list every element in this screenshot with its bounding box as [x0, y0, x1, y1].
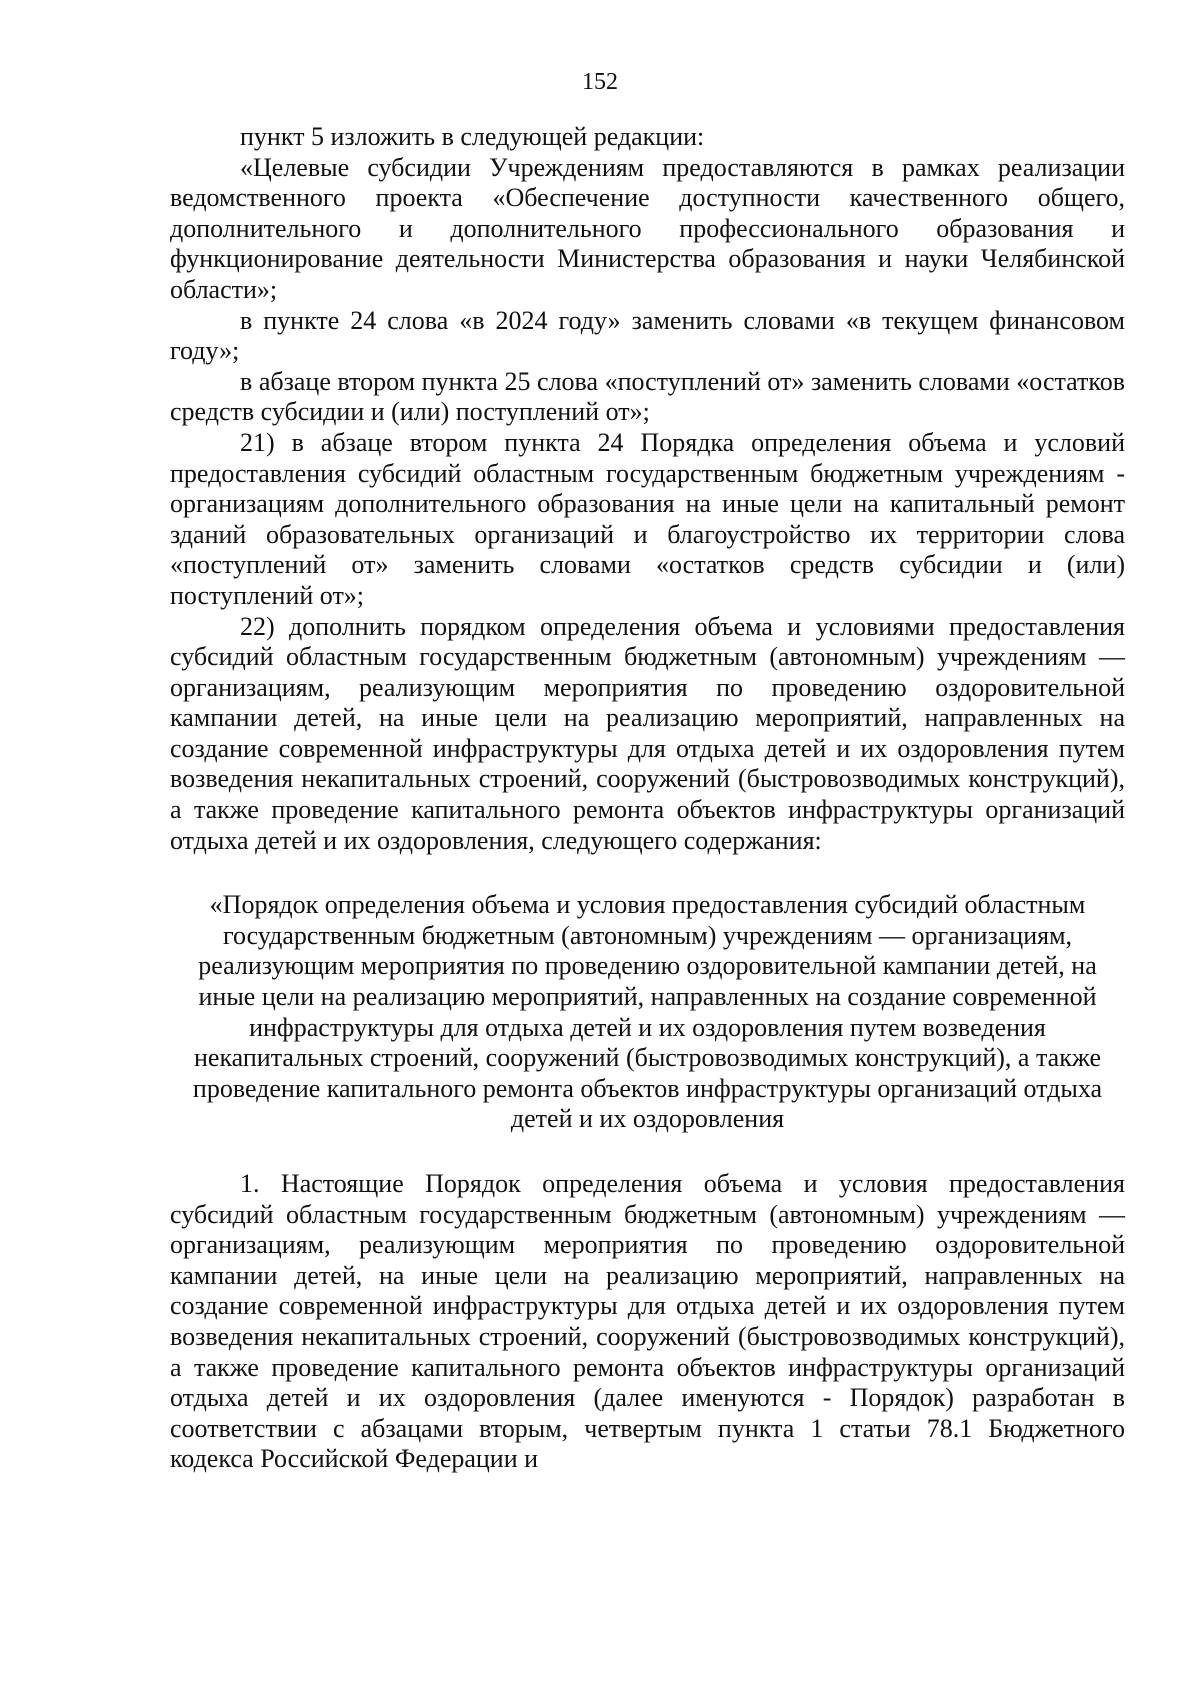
paragraph-item-24: в пункте 24 слова «в 2024 году» заменить словами «в текущем финансовом году»; — [170, 305, 1125, 366]
paragraph-22: 22) дополнить порядком определения объема и условиями предоставления субсидий областным государственным бюджетным (автономным) учреждениям — организациям, реализующим мероприятия по проведению оздоровительной кампании детей, на иные цели на реализацию мероприятий, направленных на создание современной инфраструктуры для отдыха детей и их оздоровления путем возведения некапитальных строений, сооружений (быстровозводимых конструкций), а также проведение капитального ремонта объектов инфраструктуры организаций отдыха детей и их оздоровления, следующего содержания: — [170, 611, 1125, 855]
paragraph-21: 21) в абзаце втором пункта 24 Порядка определения объема и условий предоставления субсидий областным государственным бюджетным учреждениям - организациям дополнительного образования на иные цели на капитальный ремонт зданий образовательных организаций и благоустройство их территории слова «поступлений от» заменить словами «остатков средств субсидии и (или) поступлений от»; — [170, 427, 1125, 610]
paragraph-procedure-1: 1. Настоящие Порядок определения объема и условия предоставления субсидий областным государственным бюджетным (автономным) учреждениям — организациям, реализующим мероприятия по проведению оздоровительной кампании детей, на иные цели на реализацию мероприятий, направленных на создание современной инфраструктуры для отдыха детей и их оздоровления путем возведения некапитальных строений, сооружений (быстровозводимых конструкций), а также проведение капитального ремонта объектов инфраструктуры организаций отдыха детей и их оздоровления (далее именуются - Порядок) разработан в соответствии с абзацами вторым, четвертым пункта 1 статьи 78.1 Бюджетного кодекса Российской Федерации и — [170, 1169, 1125, 1474]
procedure-heading: «Порядок определения объема и условия предоставления субсидий областным государственным бюджетным (автономным) учреждениям — организациям, реализующим мероприятия по проведению оздоровительной кампании детей, на иные цели на реализацию мероприятий, направленных на создание современной инфраструктуры для отдыха детей и их оздоровления путем возведения некапитальных строений, сооружений (быстровозводимых конструкций), а также проведение капитального ремонта объектов инфраструктуры организаций отдыха детей и их оздоровления — [192, 890, 1103, 1134]
paragraph-target-subsidies: «Целевые субсидии Учреждениям предоставляются в рамках реализации ведомственного проекта «Обеспечение доступности качественного общего, дополнительного и дополнительного профессионального образования и функционирование деятельности Министерства образования и науки Челябинской области»; — [170, 152, 1125, 304]
paragraph-item-5-intro: пункт 5 изложить в следующей редакции: — [240, 122, 705, 151]
spacer — [170, 856, 1125, 890]
paragraph-item-25: в абзаце втором пункта 25 слова «поступлений от» заменить словами «остатков средств субсидии и (или) поступлений от»; — [170, 366, 1125, 427]
page-number: 152 — [582, 69, 618, 95]
spacer — [170, 1135, 1125, 1169]
document-body — [170, 122, 1125, 1475]
